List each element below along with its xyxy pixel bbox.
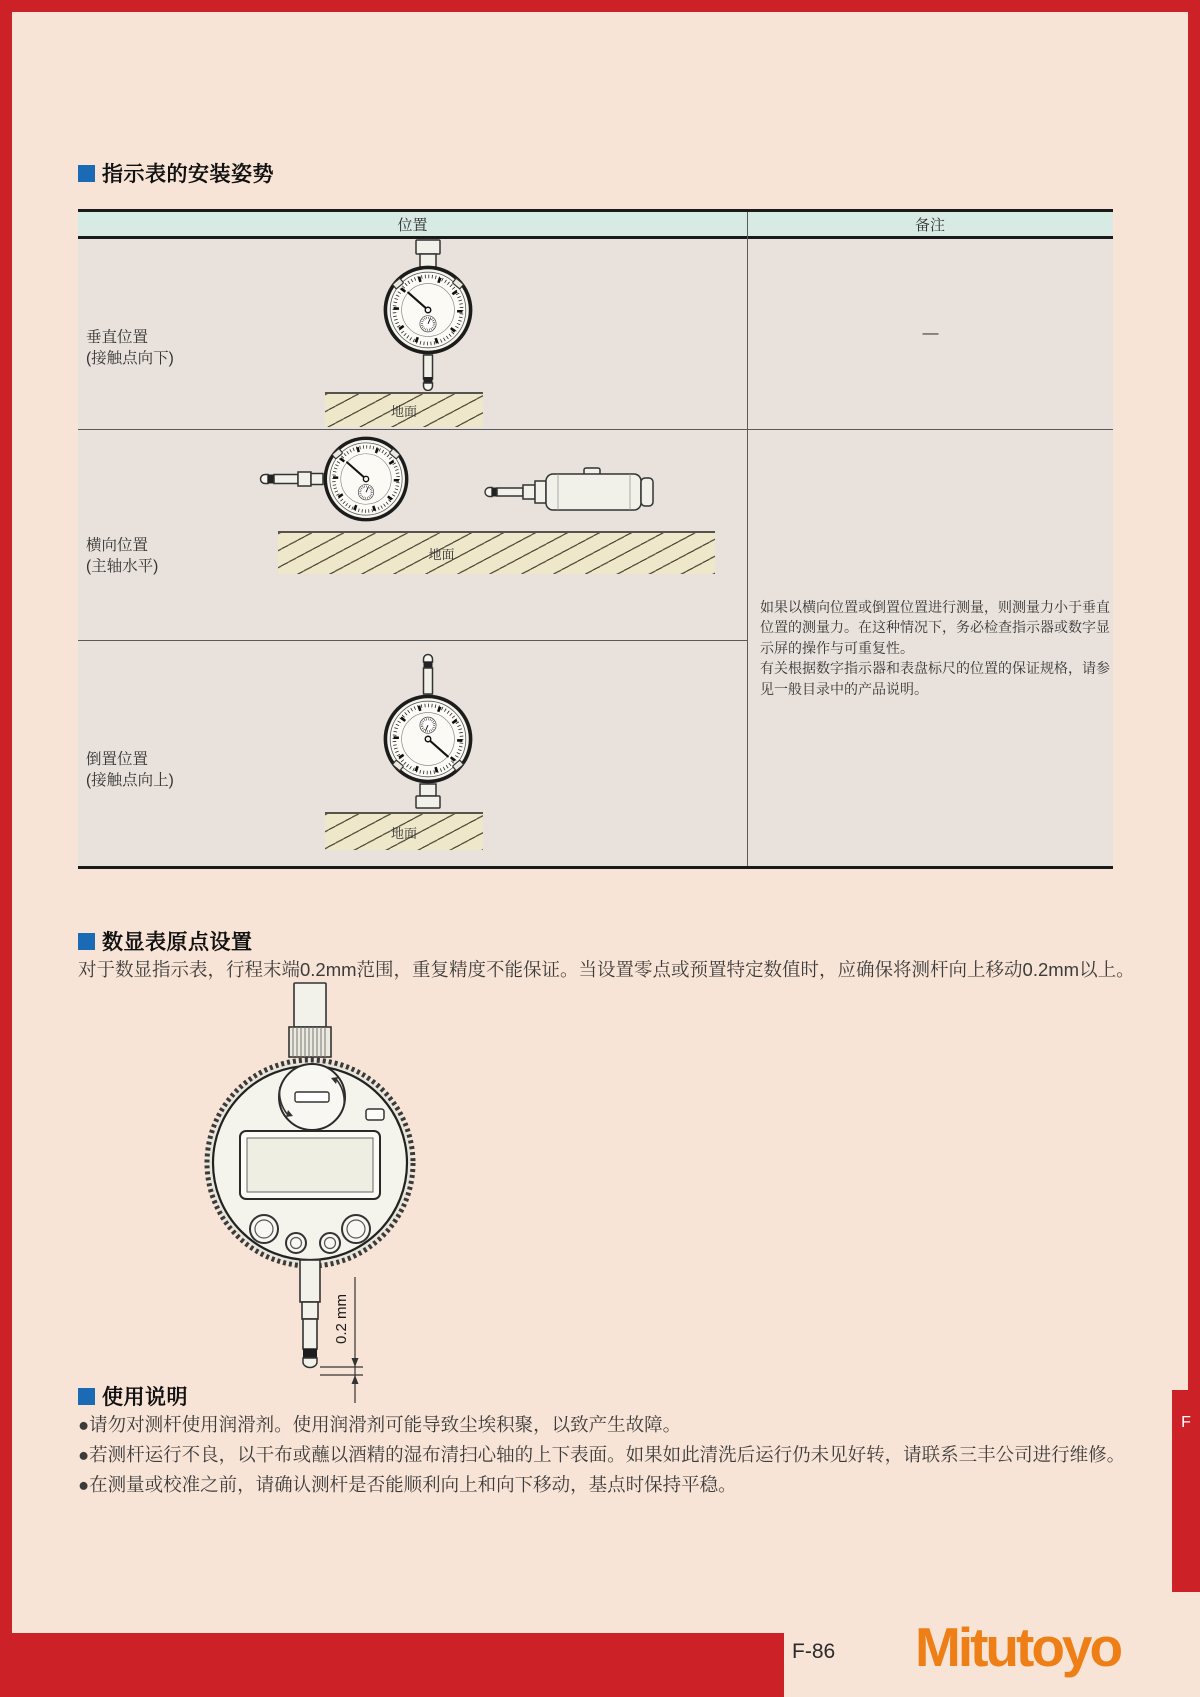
remarks-merged-cell: [760, 430, 1112, 866]
column-header-label: 备注: [914, 216, 945, 234]
row-label-horizontal: [86, 535, 158, 577]
section-title: 使用说明: [102, 1386, 188, 1409]
row-divider-2: [78, 640, 747, 641]
usage-bullet: ●若测杆运行不良，以干布或蘸以酒精的湿布清扫心轴的上下表面。如果如此清洗后运行仍未见好转，请联系三丰公司进行维修。: [78, 1444, 1126, 1465]
remark-dash: —: [922, 325, 939, 342]
remark-paragraph-1: 如果以横向位置或倒置位置进行测量，则测量力小于垂直位置的测量力。在这种情况下，务必检查指示器或数字显示屏的操作与可重复性。: [760, 598, 1110, 656]
chapter-tab: [1172, 1390, 1200, 1592]
origin-section-heading: [78, 926, 253, 956]
ground-hatch: [278, 531, 715, 574]
ground-hatch: [325, 812, 483, 850]
dial-indicator-horizontal-illustration: [255, 429, 415, 529]
dial-indicator-inverted-illustration: [378, 649, 478, 809]
row-label-line1: 垂直位置: [86, 329, 149, 346]
remark-dash-cell: [748, 239, 1113, 429]
usage-bullet-list: [78, 1410, 1125, 1500]
row-label-vertical: [86, 327, 174, 369]
page-frame-right: [1188, 0, 1200, 1592]
ground-label: 地面: [390, 404, 417, 419]
mitutoyo-logo: Mitutoyo: [915, 1616, 1121, 1678]
dial-indicator-side-view-illustration: [480, 461, 665, 511]
table-header-remarks: [747, 212, 1113, 236]
row-label-line2: (接触点向上): [86, 772, 174, 789]
origin-body-text: 对于数显指示表，行程末端0.2mm范围，重复精度不能保证。当设置零点或预置特定数值时，应确保将测杆向上移动0.2mm以上。: [78, 959, 1135, 980]
section-marker-icon: [78, 933, 95, 950]
row-label-inverted: [86, 749, 174, 791]
column-header-label: 位置: [397, 216, 428, 234]
usage-bullet: ●在测量或校准之前，请确认测杆是否能顺利向上和向下移动，基点时保持平稳。: [78, 1474, 737, 1495]
usage-bullet: ●请勿对测杆使用润滑剂。使用润滑剂可能导致尘埃积聚，以致产生故障。: [78, 1414, 682, 1435]
row-label-line2: (接触点向下): [86, 350, 174, 367]
mounting-position-table: [78, 209, 1113, 869]
table-bottom-rule: [78, 866, 1113, 869]
row-label-line1: 横向位置: [86, 537, 149, 554]
page-number: F-86: [792, 1640, 836, 1663]
ground-label: 地面: [428, 547, 455, 562]
row-label-line1: 倒置位置: [86, 751, 149, 768]
page-frame-left: [0, 0, 12, 1697]
mounting-section-heading: [78, 158, 274, 188]
section-title: 数显表原点设置: [102, 931, 253, 954]
section-marker-icon: [78, 1388, 95, 1405]
page-frame-top: [0, 0, 1200, 12]
ground-hatch: [325, 392, 483, 427]
dial-indicator-vertical-illustration: [378, 239, 478, 391]
section-title: 指示表的安装姿势: [102, 163, 274, 186]
section-marker-icon: [78, 165, 95, 182]
digital-indicator-illustration: [200, 981, 420, 1418]
usage-section-heading: [78, 1381, 188, 1411]
remark-paragraph-2: 有关根据数字指示器和表盘标尺的位置的保证规格，请参见一般目录中的产品说明。: [760, 660, 1110, 697]
dimension-label: 0.2 mm: [333, 1293, 350, 1345]
table-header-position: [78, 212, 747, 236]
row-label-line2: (主轴水平): [86, 558, 159, 575]
footer-red-bar: [0, 1633, 784, 1697]
chapter-tab-letter: F: [1181, 1414, 1191, 1431]
ground-label: 地面: [390, 825, 417, 841]
